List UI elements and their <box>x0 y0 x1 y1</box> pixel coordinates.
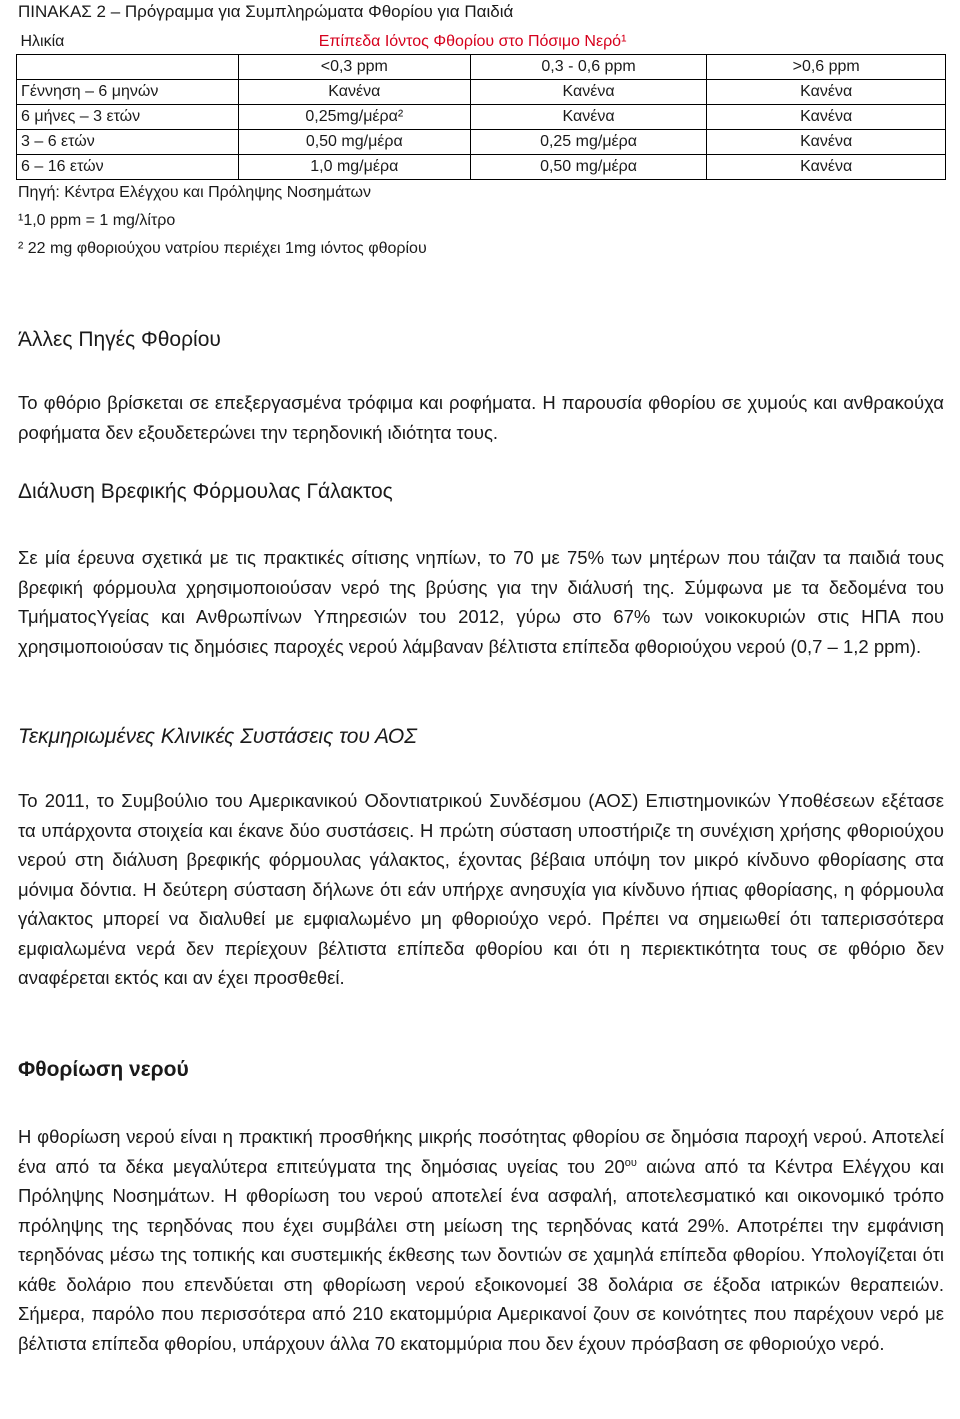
dose-cell: 0,50 mg/μέρα <box>238 130 470 155</box>
section-heading-water-fluoridation: Φθορίωση νερού <box>18 1058 189 1081</box>
table-source-note: Πηγή: Κέντρα Ελέγχου και Πρόληψης Νοσημάτων <box>18 184 371 201</box>
dose-cell: Κανένα <box>707 155 946 180</box>
table-row <box>17 105 946 130</box>
table-row <box>17 130 946 155</box>
section-heading-ada-recommendations: Τεκμηριωμένες Κλινικές Συστάσεις του ΑΟΣ <box>18 725 417 748</box>
table-footnote-1: ¹1,0 ppm = 1 mg/λίτρο <box>18 212 176 229</box>
section-heading-formula: Διάλυση Βρεφικής Φόρμουλας Γάλακτος <box>18 480 393 503</box>
dose-cell: 1,0 mg/μέρα <box>238 155 470 180</box>
dose-cell: Κανένα <box>707 80 946 105</box>
age-cell: 6 – 16 ετών <box>17 155 239 180</box>
section-body-formula: Σε μία έρευνα σχετικά με τις πρακτικές σίτισης νηπίων, το 70 με 75% των μητέρων που τάιζαν τα παιδιά τους βρεφική φόρμουλα χρησιμοποιούσαν νερό της βρύσης για την διάλυσή της. Σύμφωνα με τα δεδομένα του ΤμήματοςΥγείας και Ανθρωπίνων Υπηρεσιών του 2012, γύρω στο 67% των νοικοκυριών στις ΗΠΑ που χρησιμοποιούσαν τις δημόσιες παροχές νερού λάμβαναν βέλτιστα επίπεδα φθοριούχου νερού (0,7 – 1,2 ppm). <box>18 547 944 657</box>
table-header-row <box>17 30 946 55</box>
column-header: >0,6 ppm <box>707 55 946 80</box>
column-header: <0,3 ppm <box>238 55 470 80</box>
table-footnote-2: ² 22 mg φθοριούχου νατρίου περιέχει 1mg ιόντος φθορίου <box>18 240 427 257</box>
age-cell: 6 μήνες – 3 ετών <box>17 105 239 130</box>
dose-cell: Κανένα <box>707 130 946 155</box>
dose-cell: 0,25 mg/μέρα <box>470 130 707 155</box>
section-body-other-sources: Το φθόριο βρίσκεται σε επεξεργασμένα τρόφιμα και ροφήματα. Η παρουσία φθορίου σε χυμούς και ανθρακούχα ροφήματα δεν εξουδετερώνει την τερηδονική ιδιότητα τους. <box>18 392 944 443</box>
age-cell: 3 – 6 ετών <box>17 130 239 155</box>
section-body-water-fluoridation <box>18 1122 944 1358</box>
table-title: ΠΙΝΑΚΑΣ 2 – Πρόγραμμα για Συμπληρώματα Φθορίου για Παιδιά <box>18 2 514 21</box>
fluoride-levels-header: Επίπεδα Ιόντος Φθορίου στο Πόσιμο Νερό¹ <box>238 30 707 55</box>
table-subheader-row <box>17 55 946 80</box>
water-body-part-2: αιώνα από τα Κέντρα Ελέγχου και Πρόληψης Νοσημάτων. Η φθορίωση του νερού αποτελεί ένα ασφαλή, αποτελεσματικό και οικονομικό τρόπο πρόληψης της τερηδόνας που έχει συμβάλει στη μείωση της τερηδόνας κατά 29%. Αποτρέπει την εμφάνιση τερηδόνας μέσω της τοπικής και συστεμικής έκθεσης των δοντιών σε χαμηλά επίπεδα φθορίου. Υπολογίζεται ότι κάθε δολάριο που επενδύεται στη φθορίωση νερού εξοικονομεί 38 δολάρια σε έξοδα ιατρικών θεραπειών. Σήμερα, παρόλο που περισσότερα από 210 εκατομμύρια Αμερικανοί ζουν σε κοινότητες που παρέχουν νερό με βέλτιστα επίπεδα φθορίου, υπάρχουν άλλα 70 εκατομμύρια που δεν έχουν πρόσβαση σε φθοριούχο νερό. <box>18 1155 944 1354</box>
table-row <box>17 80 946 105</box>
water-body-part-1: Η φθορίωση νερού είναι η πρακτική προσθήκης μικρής ποσότητας φθορίου σε δημόσια παροχή νερού. Αποτελεί ένα από τα δέκα μεγαλύτερα επιτεύγματα της δημόσιας υγείας του 20 <box>18 1126 944 1177</box>
table-row <box>17 155 946 180</box>
dose-cell: 0,25mg/μέρα² <box>238 105 470 130</box>
fluoride-supplement-table <box>16 30 946 180</box>
column-header: 0,3 - 0,6 ppm <box>470 55 707 80</box>
section-heading-other-sources: Άλλες Πηγές Φθορίου <box>18 328 221 351</box>
subheader-empty-cell <box>17 55 239 80</box>
section-body-ada-recommendations: Το 2011, το Συμβούλιο του Αμερικανικού Οδοντιατρικού Συνδέσμου (ΑΟΣ) Επιστημονικών Υποθέσεων εξέτασε τα υπάρχοντα στοιχεία και έκανε δύο συστάσεις. Η πρώτη σύσταση υποστήριζε τη συνέχιση χρήσης φθοριούχου νερού στη διάλυση βρεφικής φόρμουλας γάλακτος, έχοντας βέβαια υπόψη τον μικρό κίνδυνο φθορίασης στα μόνιμα δόντια. Η δεύτερη σύσταση δήλωνε ότι εάν υπήρχε ανησυχία για κίνδυνο ήπιας φθορίασης, η φόρμουλα γάλακτος μπορεί να διαλυθεί με εμφιαλωμένο μη φθοριούχο νερό. Πρέπει να σημειωθεί ότι ταπερισσότερα εμφιαλωμένα νερά δεν περίεχουν βέλτιστα επίπεδα φθορίου και ότι η περιεκτικότητα τους σε φθόριο δεν αναφέρεται εκτός και αν έχει προσθεθεί. <box>18 790 944 988</box>
dose-cell: Κανένα <box>470 105 707 130</box>
header-spacer <box>707 30 946 55</box>
age-column-header: Ηλικία <box>17 30 239 55</box>
dose-cell: Κανένα <box>707 105 946 130</box>
age-cell: Γέννηση – 6 μηνών <box>17 80 239 105</box>
dose-cell: Κανένα <box>470 80 707 105</box>
superscript-ordinal: ου <box>624 1156 637 1169</box>
dose-cell: Κανένα <box>238 80 470 105</box>
dose-cell: 0,50 mg/μέρα <box>470 155 707 180</box>
